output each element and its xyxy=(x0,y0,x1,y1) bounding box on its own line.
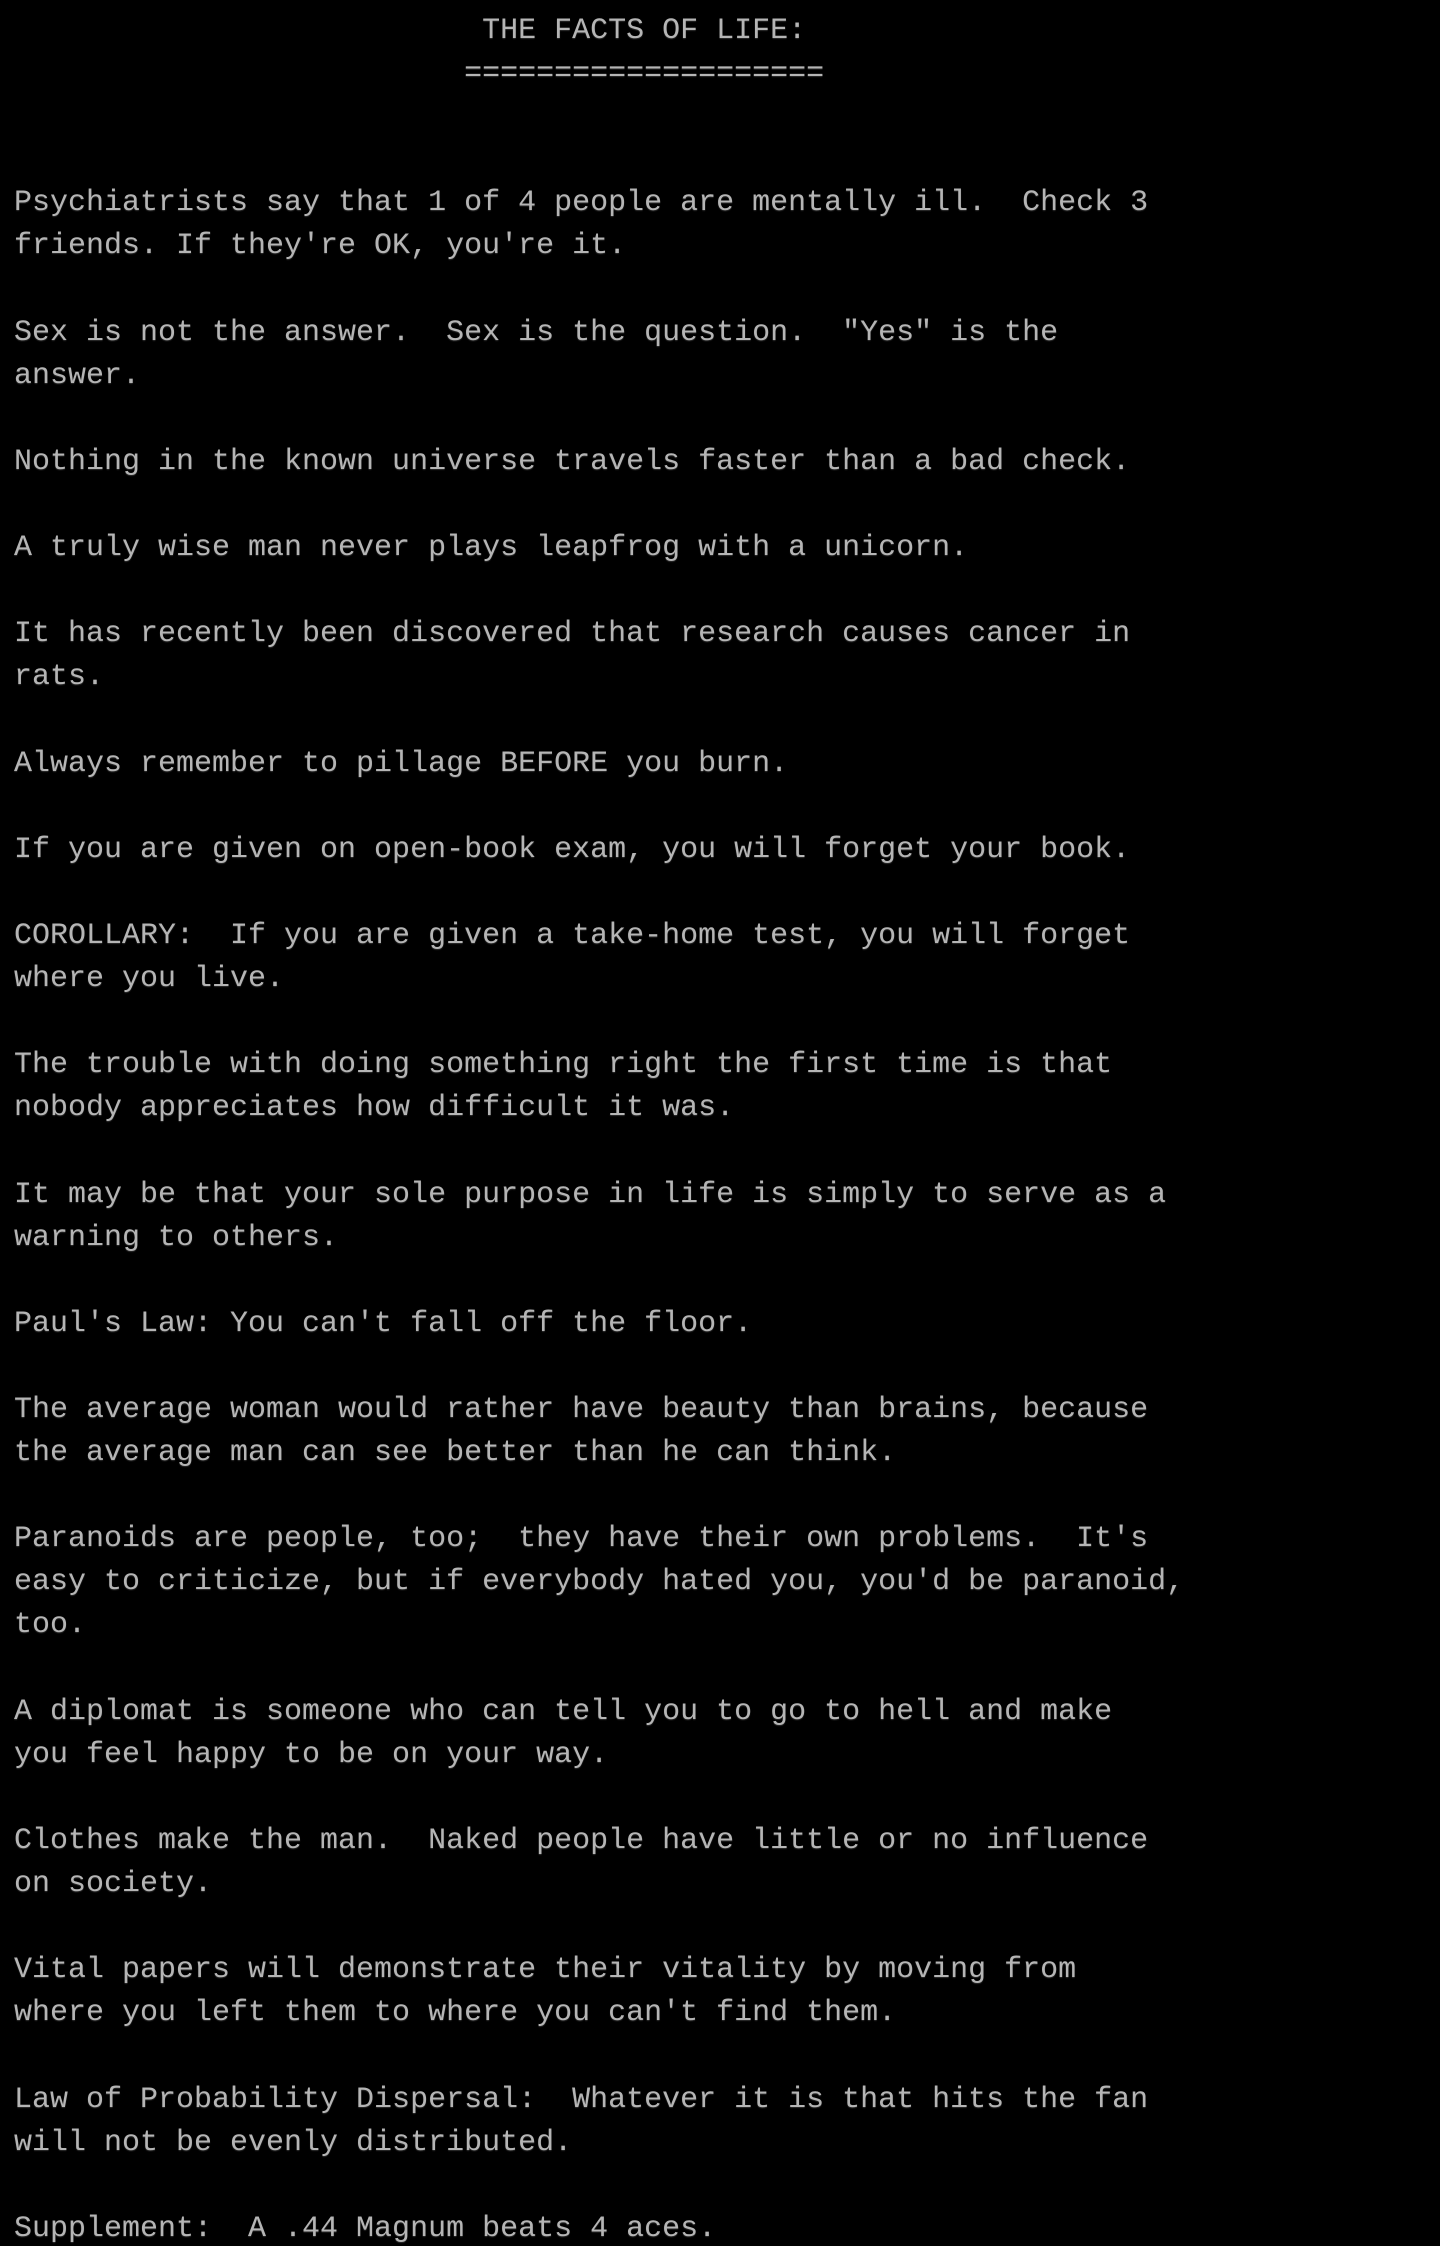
blank-line xyxy=(14,2035,1440,2078)
text-line: A truly wise man never plays leapfrog with a unicorn. xyxy=(14,531,969,566)
text-line: Psychiatrists say that 1 of 4 people are mentally ill. Check 3 xyxy=(14,186,1149,221)
blank-line xyxy=(14,872,1440,915)
blank-line xyxy=(14,1777,1440,1820)
blank-line xyxy=(14,1648,1440,1691)
title-underline: ==================== xyxy=(14,57,825,92)
text-line: Sex is not the answer. Sex is the question. "Yes" is the xyxy=(14,315,1059,350)
text-line: answer. xyxy=(14,358,141,393)
blank-line xyxy=(14,1001,1440,1044)
text-line: The trouble with doing something right the first time is that xyxy=(14,1048,1113,1083)
text-line: It may be that your sole purpose in life is simply to serve as a xyxy=(14,1177,1167,1212)
blank-line xyxy=(14,1260,1440,1303)
text-line: you feel happy to be on your way. xyxy=(14,1737,609,1772)
blank-line xyxy=(14,2165,1440,2208)
text-line: If you are given on open-book exam, you will forget your book. xyxy=(14,832,1131,867)
blank-line xyxy=(14,269,1440,312)
text-line: The average woman would rather have beauty than brains, because xyxy=(14,1393,1149,1427)
blank-line xyxy=(14,398,1440,441)
blank-line xyxy=(14,139,1440,182)
text-line: A diplomat is someone who can tell you to go to hell and make xyxy=(14,1694,1113,1729)
text-line: easy to criticize, but if everybody hated you, you'd be paranoid, xyxy=(14,1565,1185,1600)
blank-line xyxy=(14,786,1440,829)
text-line: Law of Probability Dispersal: Whatever it is that hits the fan xyxy=(14,2082,1149,2117)
text-line: Always remember to pillage BEFORE you burn. xyxy=(14,746,789,781)
text-line: Clothes make the man. Naked people have little or no influence xyxy=(14,1823,1149,1858)
blank-line xyxy=(14,1475,1440,1518)
text-line: It has recently been discovered that research causes cancer in xyxy=(14,617,1131,652)
text-line: COROLLARY: If you are given a take-home test, you will forget xyxy=(14,918,1131,953)
text-line: nobody appreciates how difficult it was. xyxy=(14,1091,735,1126)
text-line: too. xyxy=(14,1608,87,1643)
text-line: Nothing in the known universe travels faster than a bad check. xyxy=(14,444,1131,479)
text-line: warning to others. xyxy=(14,1220,339,1255)
blank-line xyxy=(14,570,1440,613)
text-line: where you left them to where you can't find them. xyxy=(14,1996,897,2031)
text-line: Paranoids are people, too; they have their own problems. It's xyxy=(14,1522,1149,1557)
blank-line xyxy=(14,1130,1440,1173)
text-line: Supplement: A .44 Magnum beats 4 aces. xyxy=(14,2211,717,2246)
text-line: where you live. xyxy=(14,962,285,997)
blank-line xyxy=(14,700,1440,743)
text-line: the average man can see better than he can think. xyxy=(14,1436,897,1471)
page-title: THE FACTS OF LIFE: xyxy=(14,14,807,48)
text-line: on society. xyxy=(14,1867,213,1902)
blank-line xyxy=(14,484,1440,527)
text-line: friends. If they're OK, you're it. xyxy=(14,229,627,264)
text-line: rats. xyxy=(14,660,105,695)
text-line: Paul's Law: You can't fall off the floor. xyxy=(14,1306,753,1341)
blank-line xyxy=(14,1906,1440,1949)
text-line: Vital papers will demonstrate their vitality by moving from xyxy=(14,1953,1077,1988)
text-line: will not be evenly distributed. xyxy=(14,2125,573,2160)
blank-line xyxy=(14,1346,1440,1389)
blank-line xyxy=(14,96,1440,139)
